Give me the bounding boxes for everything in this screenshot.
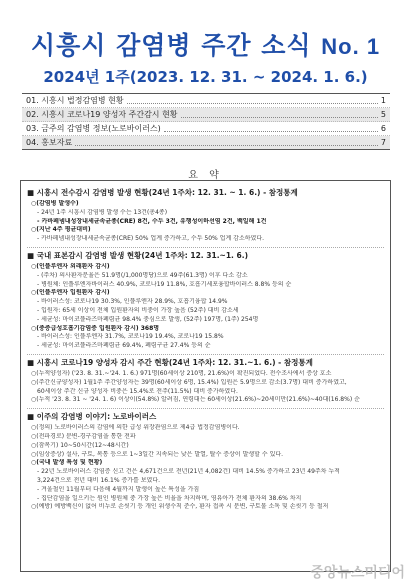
issue-number: No. 1 [321,34,381,59]
summary-line: ○(감염병 발생수) [31,200,79,207]
summary-line: - 겨울철인 11월부터 다음해 4월까지 발생이 높은 특성을 가짐 [37,485,200,493]
newsletter-title [0,26,411,62]
summary-line: ○(잠복기) 10~50시간(12~48시간) [31,441,129,449]
toc-leader-dots [75,139,378,146]
toc-item-label: 01. 시흥시 법정감염병 현황 [26,96,124,105]
summary-line: ○(전파경로) 분변-경구감염을 통한 전파 [31,432,136,440]
section-heading: ■ 이주의 감염병 이야기: 노로바이러스 [27,412,157,422]
section-heading: ■ 국내 표본감시 감염병 발생 현황(24년 1주차: 12. 31.~1. 6.) [27,250,249,260]
toc-item-label: 02. 시흥시 코로나19 양성자 주간감시 현황 [26,110,178,119]
section-divider [27,247,384,248]
section-divider [27,354,384,355]
toc-item-label: 03. 금주의 감염병 정보(노로바이러스) [26,124,161,133]
title-text: 시흥시 감염병 주간 소식 [30,31,312,60]
summary-line: ○(중증급성호흡기감염증 입원환자 감시) 368명 [31,324,160,332]
toc-item-page: 1 [380,96,386,105]
summary-line: ○(정의) 노로바이러스의 감염에 의한 급성 위장관염으로 제4급 법정감염병이다. [31,424,240,432]
summary-line: - 집단감염을 일으키는 원인 병원체 중 가장 높은 비율을 차지하며, 영유아가 전체 환자의 38.6% 차지 [37,494,302,502]
toc-leader-dots [164,125,378,132]
summary-line: - 24년 1주 시흥시 감염병 발생 수는 13건(총4종) [37,208,168,216]
summary-line: - 병원체: 인플루엔자바이러스 40.9%, 코로나19 11.8%, 호흡기세포융합바이러스 8.8% 등의 순 [37,280,292,288]
toc-item-label: 04. 홍보자료 [26,138,73,147]
toc-item[interactable] [22,108,390,122]
summary-line: ○(인플루엔자 입원환자 감시) [31,289,110,297]
summary-line: - 카바페넴내성장내세균속균종(CRE) 8건, 수두 3건, 유행성이하선염 2건, 백일해 1건 [37,217,267,225]
toc-item-page: 6 [380,124,386,133]
summary-line: - 카바페넴내성장내세균속균종(CRE) 50% 업계 증가하고, 수두 50% 업계 감소하였다. [37,235,265,243]
issue-period: 2024년 1주(2023. 12. 31. ~ 2024. 1. 6.) [43,68,368,86]
toc-item[interactable] [22,122,390,136]
toc-item[interactable] [22,136,390,149]
summary-line: - 바이러스성: 코로나19 30.3%, 인플루엔자 28.9%, 호흡기융합 14.9% [37,298,228,306]
section-divider [27,408,384,409]
summary-line: 3,224건으로 전년 대비 16.1% 증가를 보였다. [37,476,161,484]
summary-line: 60세이상 주간 신규 양성자 비중은 15.4%로 전주(11.5%) 대비 증가하였다. [37,387,238,395]
summary-line: - 세균성: 마이코플라즈마폐렴균 69.4%, 폐렴구균 27.4% 등의 순 [37,342,211,350]
summary-line: - 입원자: 65세 이상이 전체 입원환자의 비중이 가장 높음 (52주) 대비 감소세 [37,306,239,314]
summary-line: ○(국내 발생 특성 및 현황) [31,459,103,467]
toc-leader-dots [127,97,378,104]
summary-heading: 요 약 [188,170,223,181]
summary-line: ○(임상증상) 설사, 구토, 복통 등으로 1~3일간 지속되는 낮은 발열, 탈수 증상이 발생할 수 있다. [31,450,284,458]
summary-line: ○(지난 4주 평균대비) [31,226,91,234]
toc-leader-dots [181,111,378,118]
summary-line: - 세균성: 마이코플라즈마폐렴균 98.4% 중심으로 발생, (52주) 197명, (1주) 254명 [37,315,259,323]
toc-item[interactable] [22,94,390,108]
summary-line: ○(누적양성자) ('23. 8. 31.~'24. 1. 6.) 971명(60세이상 210명, 21.6%)이 확진되었다. 전수조사에서 증상 호소 [31,369,332,377]
watermark-logo: 중앙뉴스미디어 [310,565,405,581]
section-heading: ■ 시흥시 코로나19 양성자 감시 주간 현황(24년 1주차: 12. 31.~1. 6.) - 참정통계 [27,357,313,367]
toc-item-page: 7 [380,138,386,147]
summary-box [20,180,391,572]
table-of-contents [22,93,390,150]
summary-line: ○(누적 '23. 8. 31 ~ '24. 1. 6) 이상이(54.8%) 알려짐, 연령대는 60세이상(21.6%)~20세미만(21.6%)~40대(16.8%) 순 [31,396,360,404]
summary-line: ○(예방) 예방백신이 없어 비누로 손씻기 등 개인 위생수칙 준수, 환자 접촉 시 분변, 구토물 소독 및 손씻기 등 철저 [31,503,329,511]
summary-line: - 바이러스성: 인플루엔자 31.7%, 코로나19 19.4%, 코로나19 15.8% [37,333,224,341]
section-heading: ■ 시흥시 전수감시 감염병 발생 현황(24년 1주차: 12. 31. ~ 1. 6.) - 참정통계 [27,188,298,197]
summary-line: - (주차) 의사환자분율은 51.9명(/1,000명당)으로 49주(61.3명) 이후 다소 감소 [37,271,248,279]
toc-item-page: 5 [380,110,386,119]
summary-line: - 22년 노로바이러스 감염증 신고 건은 4,671건으로 전년(21년 4,082건) 대비 14.5% 증가하고 23년 49주차 누적 [37,468,340,476]
summary-line: ○(주간신규양성자) 1월1주 주간양성자는 39명(60세이상 6명, 15.4%) 입원은 5.9명으로 감소(3.7명) 대비 증가하였고, [31,378,347,386]
summary-line: ○(인플루엔자 외래환자 감시) [31,262,110,270]
